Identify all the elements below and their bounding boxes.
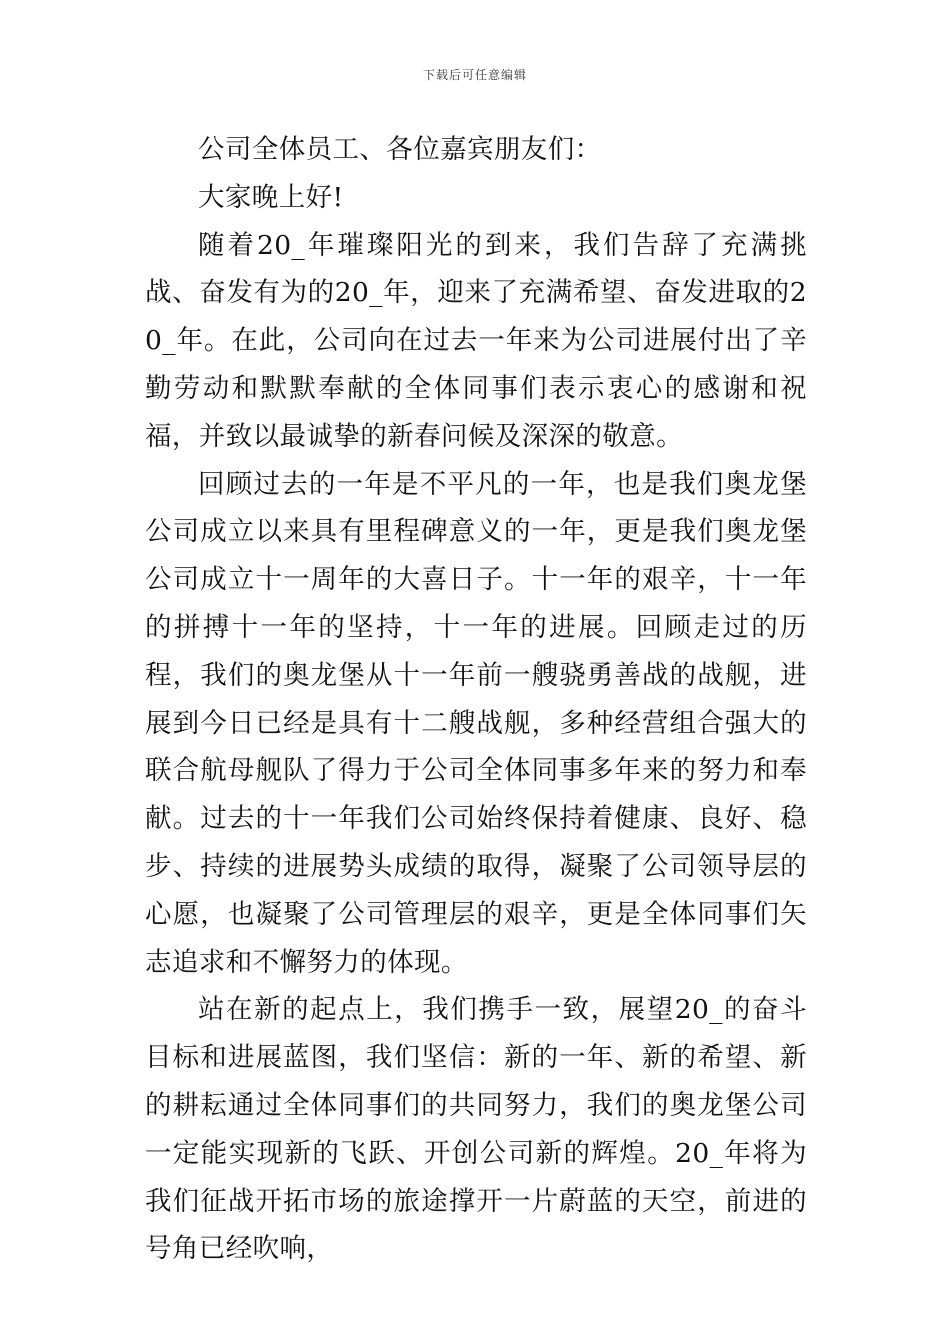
document-body [145, 126, 807, 1273]
greeting: 大家晚上好! [198, 181, 344, 213]
paragraph-1: 随着20_年璀璨阳光的到来，我们告辞了充满挑战、奋发有为的20_年，迎来了充满希望、奋发进取的20_年。在此，公司向在过去一年来为公司进展付出了辛勤劳动和默默奉献的全体同事们表示衷心的感谢和祝福，并致以最诚挚的新春问候及深深的敬意。 [145, 229, 807, 452]
paragraph-2: 回顾过去的一年是不平凡的一年，也是我们奥龙堡公司成立以来具有里程碑意义的一年，更是我们奥龙堡公司成立十一周年的大喜日子。十一年的艰辛，十一年的拼搏十一年的坚持，十一年的进展。回顾走过的历程，我们的奥龙堡从十一年前一艘骁勇善战的战舰，进展到今日已经是具有十二艘战舰，多种经营组合强大的联合航母舰队了得力于公司全体同事多年来的努力和奉献。过去的十一年我们公司始终保持着健康、良好、稳步、持续的进展势头成绩的取得，凝聚了公司领导层的心愿，也凝聚了公司管理层的艰辛，更是全体同事们矢志追求和不懈努力的体现。 [145, 468, 807, 978]
salutation: 公司全体员工、各位嘉宾朋友们： [198, 134, 602, 165]
paragraph-3: 站在新的起点上，我们携手一致，展望20_的奋斗目标和进展蓝图，我们坚信：新的一年、新的希望、新的耕耘通过全体同事们的共同努力，我们的奥龙堡公司一定能实现新的飞跃、开创公司新的辉煌。20_年将为我们征战开拓市场的旅途撑开一片蔚蓝的天空，前进的号角已经吹响， [145, 994, 807, 1265]
header-note: 下载后可任意编辑 [422, 68, 527, 82]
